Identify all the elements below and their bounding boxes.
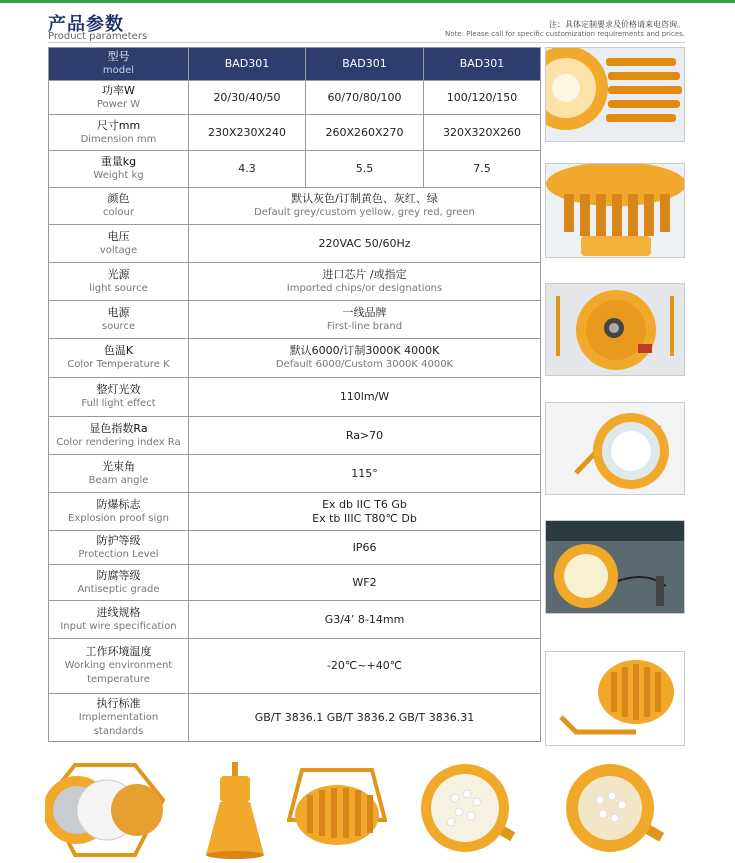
- cell-value: GB/T 3836.1 GB/T 3836.2 GB/T 3836.31: [189, 694, 541, 742]
- cell-value: 100/120/150: [424, 81, 541, 115]
- cell-value: 4.3: [189, 151, 306, 188]
- cell-value: 320X320X260: [424, 115, 541, 151]
- row-label: 功率W Power W: [49, 81, 189, 115]
- cell-value: 110lm/W: [189, 378, 541, 417]
- cell-value: 20/30/40/50: [189, 81, 306, 115]
- cell-value: 115°: [189, 455, 541, 493]
- model-cell: BAD301: [189, 48, 306, 81]
- model-cell: BAD301: [306, 48, 424, 81]
- table-row: [49, 301, 541, 339]
- note-en: Note: Please call for specific customization requirements and prices.: [445, 30, 685, 38]
- cell-value: 默认灰色/订制黄色、灰红、绿 Default grey/custom yellow, grey red, green: [189, 188, 541, 225]
- cell-value: 进口芯片 /或指定 Imported chips/or designations: [189, 263, 541, 301]
- cell-value: WF2: [189, 565, 541, 601]
- page-title: 产品参数: [48, 14, 124, 35]
- product-photo-5: [545, 520, 685, 614]
- row-label: 电源 source: [49, 301, 189, 339]
- cell-value: 默认6000/订制3000K 4000K Default 6000/Custom 3000K 4000K: [189, 339, 541, 378]
- top-accent-line: [0, 0, 735, 3]
- cell-value: 260X260X270: [306, 115, 424, 151]
- row-label: 工作环境温度 Working environment temperature: [49, 639, 189, 694]
- product-exploded-view: [45, 760, 165, 860]
- cell-value: -20℃~+40℃: [189, 639, 541, 694]
- row-label: 执行标准 Implementation standards: [49, 694, 189, 742]
- divider: [48, 42, 685, 43]
- product-photo-6: [545, 651, 685, 746]
- product-photo-2: [545, 163, 685, 258]
- table-row: [49, 565, 541, 601]
- row-label: 电压 voltage: [49, 225, 189, 263]
- product-photo-1: [545, 47, 685, 142]
- product-photo-4: [545, 402, 685, 495]
- row-label: 光源 light source: [49, 263, 189, 301]
- product-led-lamp-side: [555, 760, 675, 860]
- table-row: [49, 339, 541, 378]
- row-label: 尺寸mm Dimension mm: [49, 115, 189, 151]
- model-cell: BAD301: [424, 48, 541, 81]
- table-row: [49, 601, 541, 639]
- cell-value: 5.5: [306, 151, 424, 188]
- spec-table: [48, 47, 541, 742]
- row-label: 重量kg Weight kg: [49, 151, 189, 188]
- page-subtitle: Product parameters: [48, 31, 148, 42]
- row-label: 显色指数Ra Color rendering index Ra: [49, 417, 189, 455]
- table-row: [49, 263, 541, 301]
- table-row: [49, 455, 541, 493]
- row-label: 整灯光效 Full light effect: [49, 378, 189, 417]
- table-row: [49, 493, 541, 531]
- cell-value: 230X230X240: [189, 115, 306, 151]
- row-label: 颜色 colour: [49, 188, 189, 225]
- table-row: [49, 378, 541, 417]
- cell-value: Ex db IIC T6 Gb Ex tb IIIC T80℃ Db: [189, 493, 541, 531]
- row-label: 防腐等级 Antiseptic grade: [49, 565, 189, 601]
- table-row: [49, 225, 541, 263]
- table-row: [49, 531, 541, 565]
- cell-value: 一线品牌 First-line brand: [189, 301, 541, 339]
- product-photo-3: [545, 283, 685, 376]
- table-row: [49, 151, 541, 188]
- product-led-lamp-front: [415, 760, 525, 860]
- cell-value: IP66: [189, 531, 541, 565]
- row-label: 进线规格 Input wire specification: [49, 601, 189, 639]
- product-bracket-lamp: [287, 760, 387, 860]
- table-row: [49, 188, 541, 225]
- row-label: 光束角 Beam angle: [49, 455, 189, 493]
- cell-value: Ra>70: [189, 417, 541, 455]
- cell-value: 7.5: [424, 151, 541, 188]
- cell-value: G3/4’ 8-14mm: [189, 601, 541, 639]
- row-label: 色温K Color Temperature K: [49, 339, 189, 378]
- table-row: [49, 81, 541, 115]
- table-row: [49, 417, 541, 455]
- note-cn: 注：具体定制要求及价格请来电咨询。: [549, 20, 685, 29]
- table-row: [49, 639, 541, 694]
- product-reflector-lamp: [200, 760, 270, 860]
- table-header-row: [49, 48, 541, 81]
- row-label: 防爆标志 Explosion proof sign: [49, 493, 189, 531]
- cell-value: 60/70/80/100: [306, 81, 424, 115]
- table-row: [49, 694, 541, 742]
- header-label-cell: 型号 model: [49, 48, 189, 81]
- row-label: 防护等级 Protection Level: [49, 531, 189, 565]
- table-row: [49, 115, 541, 151]
- cell-value: 220VAC 50/60Hz: [189, 225, 541, 263]
